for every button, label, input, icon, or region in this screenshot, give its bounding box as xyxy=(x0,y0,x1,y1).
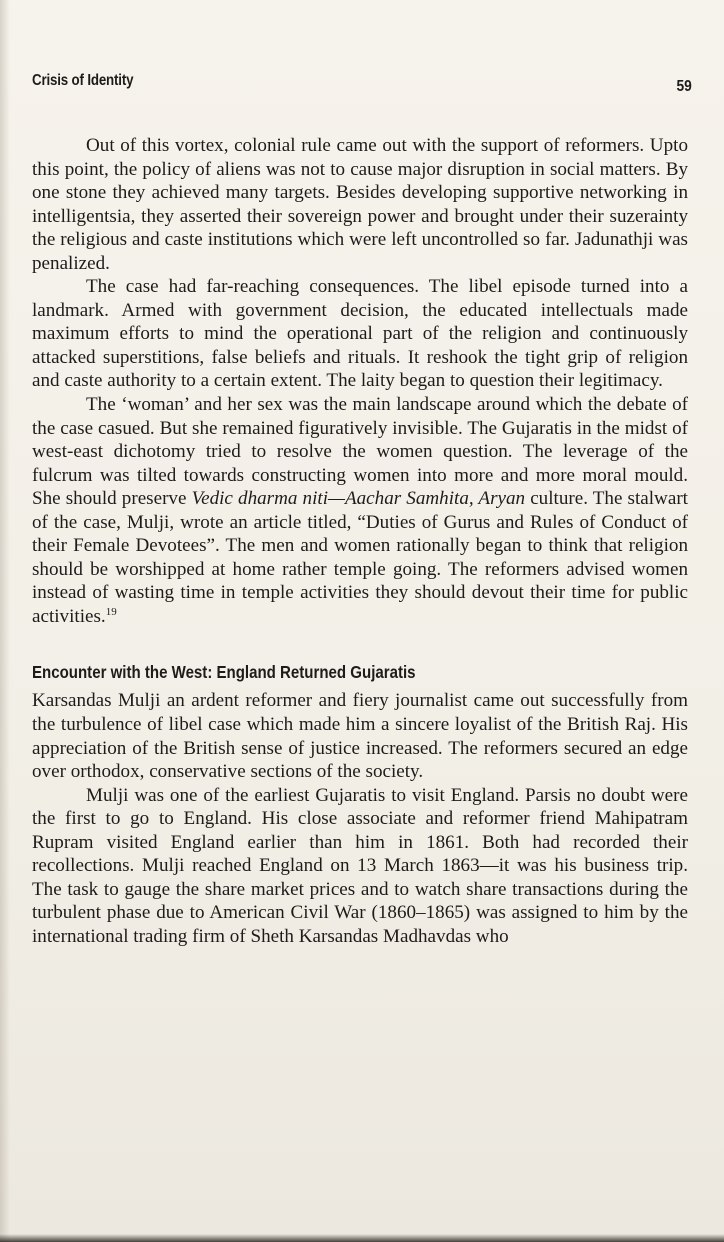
page-number: 59 xyxy=(676,78,692,95)
paragraph-3-italic: Vedic dharma niti—Aachar Samhita, Aryan xyxy=(191,488,526,510)
section-heading: Encounter with the West: England Returned Gujaratis xyxy=(32,662,416,683)
paragraph-5: Mulji was one of the earliest Gujaratis to visit England. Parsis no doubt were the first to go to England. His close associate and reformer friend Mahipatram Rupram visited England earlier than him in 1861. Both had recorded their recollections. Mulji reached England on 13 March 1863—it was his business trip. The task to gauge the share market prices and to watch share transactions during the turbulent phase due to American Civil War (1860–1865) was assigned to him by the international trading firm of Sheth Karsandas Madhavdas who xyxy=(32,784,688,947)
page-edge-shadow xyxy=(0,0,10,1242)
page-header xyxy=(32,68,692,98)
page-bottom-edge xyxy=(0,1234,724,1242)
body-text xyxy=(32,134,688,949)
paragraph-4: Karsandas Mulji an ardent reformer and fiery journalist came out successfully from the turbulence of libel case which made him a sincere loyalist of the British Raj. His appreciation of the British sense of justice increased. The reformers secured an edge over orthodox, conservative sections of the society. xyxy=(32,690,688,783)
footnote-marker: 19 xyxy=(105,605,117,618)
paragraph-1: Out of this vortex, colonial rule came out with the support of reformers. Upto this point, the policy of aliens was not to cause major disruption in social matters. By one stone they achieved many targets. Besides developing supportive networking in intelligentsia, they asserted their sovereign power and brought under their suzerainty the religious and caste institutions which were left uncontrolled so far. Jadunathji was penalized. xyxy=(32,135,688,274)
paragraph-2: The case had far-reaching consequences. The libel episode turned into a landmark. Armed with government decision, the educated intellectuals made maximum efforts to mind the operational part of the religion and continuously attacked superstitions, false beliefs and rituals. It reshook the tight grip of religion and caste authority to a certain extent. The laity began to question their legitimacy. xyxy=(32,276,688,392)
paragraph-3-part-1: The ‘woman’ and her sex was the main landscape around which the debate of the case casued. But she remained figuratively invisible. The Gujaratis in the midst of west-east dichotomy tried to resolve the women question. The leverage of the fulcrum was tilted towards constructing women into more and more moral mould. She should preserve xyxy=(32,394,688,510)
paragraph-3-part-2: culture. The stalwart of the case, Mulji, wrote an article titled, “Duties of Gurus and Rules of Conduct of their Female Devotees”. The men and women rationally began to think that religion should be worshipped at home rather temple going. The reformers advised women instead of wasting time in temple activities they should devout their time for public activities. xyxy=(32,488,688,627)
running-head: Crisis of Identity xyxy=(32,72,134,89)
paragraph-3 xyxy=(32,393,688,628)
